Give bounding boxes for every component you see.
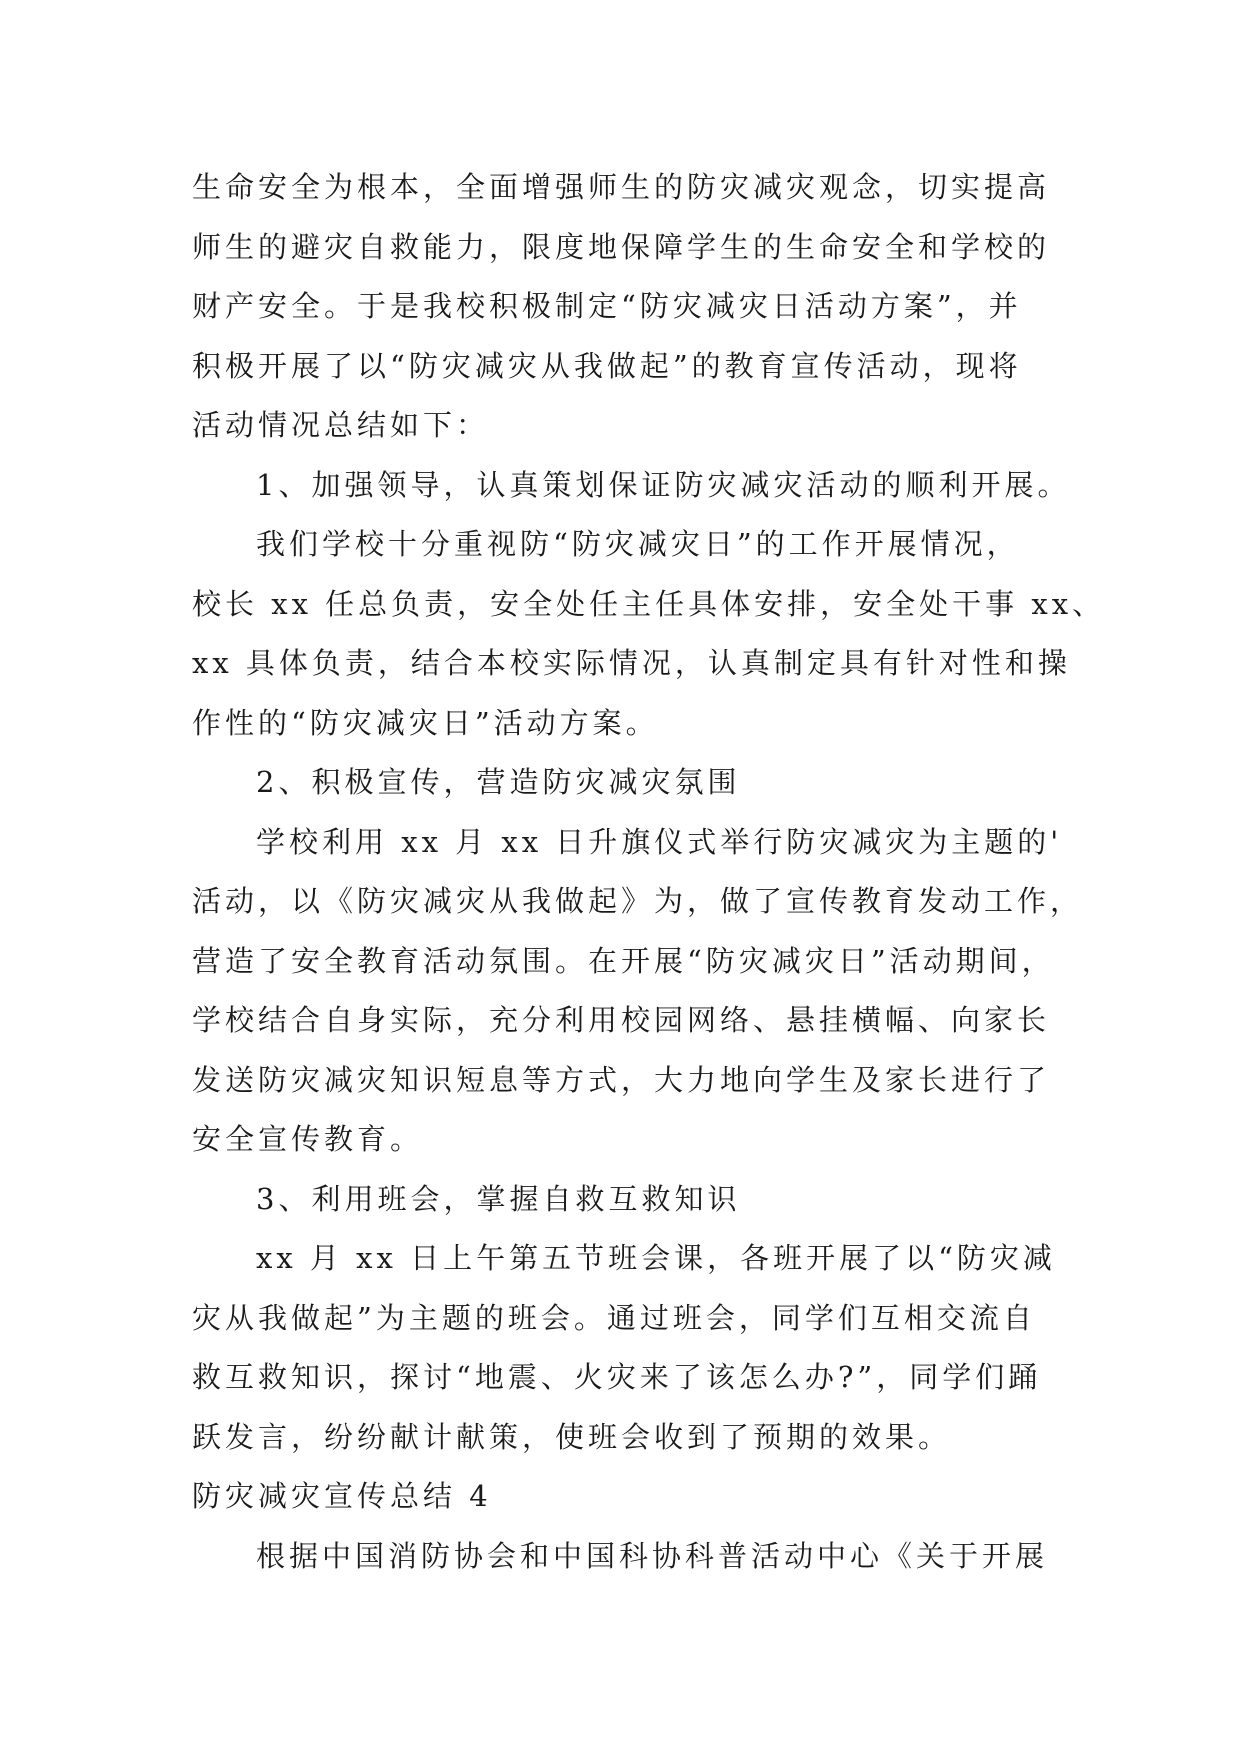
text-line: 营造了安全教育活动氛围。在开展“防灾减灾日”活动期间， — [192, 943, 1055, 978]
text-line: 活动，以《防灾减灾从我做起》为，做了宣传教育发动工作， — [192, 884, 1084, 918]
text-line: 积极开展了以“防灾减灾从我做起”的教育宣传活动，现将 — [192, 348, 1022, 383]
text-line: 灾从我做起”为主题的班会。通过班会，同学们互相交流自 — [192, 1300, 1036, 1335]
text-line: 师生的避灾自救能力，限度地保障学生的生命安全和学校的 — [192, 229, 1051, 264]
text-line: 发送防灾减灾知识短息等方式，大力地向学生及家长进行了 — [192, 1062, 1051, 1097]
text-line: 学校结合自身实际，充分利用校园网络、悬挂横幅、向家长 — [192, 1003, 1051, 1037]
text-line: 1、加强领导，认真策划保证防灾减灾活动的顺利开展。 — [256, 467, 1071, 502]
text-line: 安全宣传教育。 — [192, 1122, 424, 1156]
text-line: 根据中国消防协会和中国科协科普活动中心《关于开展 — [256, 1538, 1049, 1573]
text-line: 防灾减灾宣传总结 4 — [192, 1479, 492, 1513]
text-line: 作性的“防灾减灾日”活动方案。 — [192, 705, 659, 740]
document-body — [192, 158, 1106, 1586]
text-line: 跃发言，纷纷献计献策，使班会收到了预期的效果。 — [192, 1419, 952, 1454]
text-line: 我们学校十分重视防“防灾减灾日”的工作开展情况， — [256, 527, 1020, 561]
text-line: 活动情况总结如下： — [192, 408, 490, 442]
text-line: 救互救知识，探讨“地震、火灾来了该怎么办?”，同学们踊 — [192, 1360, 1042, 1394]
text-line: 生命安全为根本，全面增强师生的防灾减灾观念，切实提高 — [192, 170, 1051, 204]
text-line: 校长 xx 任总负责，安全处任主任具体安排，安全处干事 xx、 — [192, 586, 1106, 621]
text-line: 财产安全。于是我校积极制定“防灾减灾日活动方案”，并 — [192, 289, 1022, 323]
text-line: 3、利用班会，掌握自救互救知识 — [256, 1181, 741, 1216]
text-line: 2、积极宣传，营造防灾减灾氛围 — [256, 765, 741, 799]
text-line: xx 月 xx 日上午第五节班会课，各班开展了以“防灾减 — [256, 1241, 1056, 1275]
text-line: 学校利用 xx 月 xx 日升旗仪式举行防灾减灾为主题的' — [256, 824, 1063, 859]
text-line: xx 具体负责，结合本校实际情况，认真制定具有针对性和操 — [192, 646, 1071, 680]
